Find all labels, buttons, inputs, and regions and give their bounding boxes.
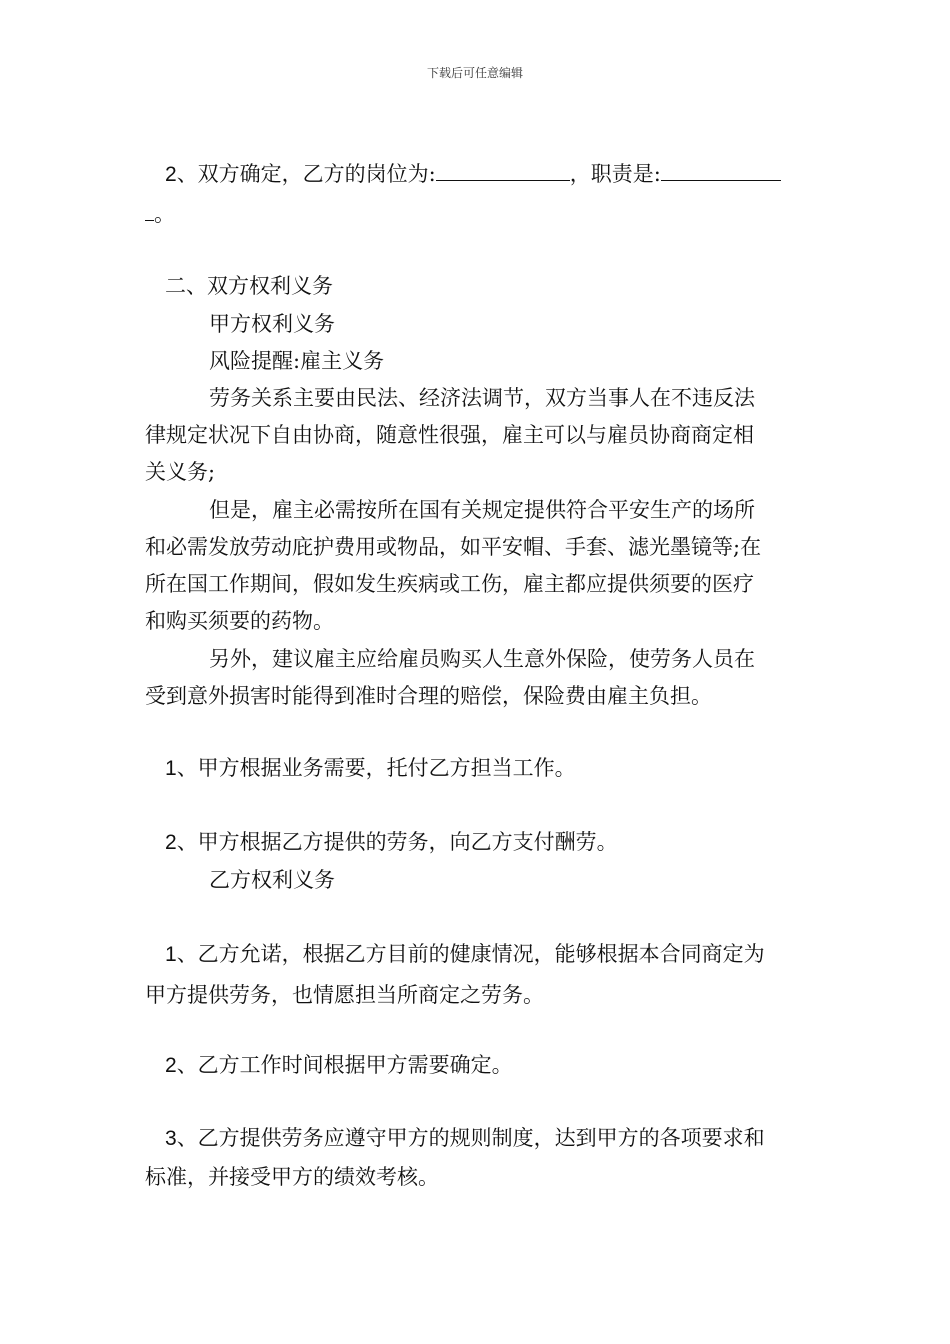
paragraph-line: 所在国工作期间，假如发生疾病或工伤，雇主都应提供须要的医疗 xyxy=(145,572,754,596)
paragraph-line: 甲方提供劳务，也情愿担当所商定之劳务。 xyxy=(145,983,544,1007)
duty-blank xyxy=(661,162,781,181)
clause-text: 、甲方根据乙方提供的劳务，向乙方支付酬劳。 xyxy=(176,830,618,854)
subsection-title-party-b: 乙方权利义务 xyxy=(209,868,335,892)
paragraph-line: 但是，雇主必需按所在国有关规定提供符合平安生产的场所 xyxy=(209,498,755,522)
clause-number: 1 xyxy=(165,943,177,966)
clause-text: 、甲方根据业务需要，托付乙方担当工作。 xyxy=(176,756,576,780)
clause-text: 、乙方提供劳务应遵守甲方的规则制度，达到甲方的各项要求和 xyxy=(176,1126,765,1150)
clause-text: 、乙方工作时间根据甲方需要确定。 xyxy=(176,1053,513,1077)
clause-b3 xyxy=(165,1126,765,1151)
section-title: 二、双方权利义务 xyxy=(165,274,333,298)
page-header: 下载后可任意编辑 xyxy=(426,66,523,80)
clause-number: 3 xyxy=(165,1127,177,1150)
clause-text: ，职责是: xyxy=(569,162,661,186)
risk-title: 风险提醒:雇主义务 xyxy=(209,349,385,373)
clause-position-line xyxy=(165,162,781,187)
clause-number: 2 xyxy=(165,163,177,186)
clause-a1 xyxy=(165,756,576,781)
clause-number: 2 xyxy=(165,1054,177,1077)
subsection-title-party-a: 甲方权利义务 xyxy=(209,312,335,336)
paragraph-line: 劳务关系主要由民法、经济法调节，双方当事人在不违反法 xyxy=(209,386,755,410)
paragraph-line: 律规定状况下自由协商，随意性很强，雇主可以与雇员协商商定相 xyxy=(145,423,754,447)
clause-number: 2 xyxy=(165,831,177,854)
paragraph-line: 和必需发放劳动庇护费用或物品，如平安帽、手套、滤光墨镜等;在 xyxy=(145,535,762,559)
clause-b2 xyxy=(165,1053,513,1078)
clause-end: 。 xyxy=(154,202,175,226)
clause-b1 xyxy=(165,942,765,967)
position-blank xyxy=(436,162,570,181)
paragraph-line: 和购买须要的药物。 xyxy=(145,609,334,633)
clause-position-line-end xyxy=(145,202,175,226)
clause-text: 、双方确定，乙方的岗位为: xyxy=(176,162,436,186)
paragraph-line: 另外，建议雇主应给雇员购买人生意外保险，使劳务人员在 xyxy=(209,647,755,671)
paragraph-line: 受到意外损害时能得到准时合理的赔偿，保险费由雇主负担。 xyxy=(145,684,712,708)
duty-blank-end xyxy=(145,202,154,221)
clause-number: 1 xyxy=(165,757,177,780)
paragraph-line: 关义务; xyxy=(145,460,216,484)
clause-text: 、乙方允诺，根据乙方目前的健康情况，能够根据本合同商定为 xyxy=(176,942,765,966)
clause-a2 xyxy=(165,830,618,855)
paragraph-line: 标准，并接受甲方的绩效考核。 xyxy=(145,1165,439,1189)
